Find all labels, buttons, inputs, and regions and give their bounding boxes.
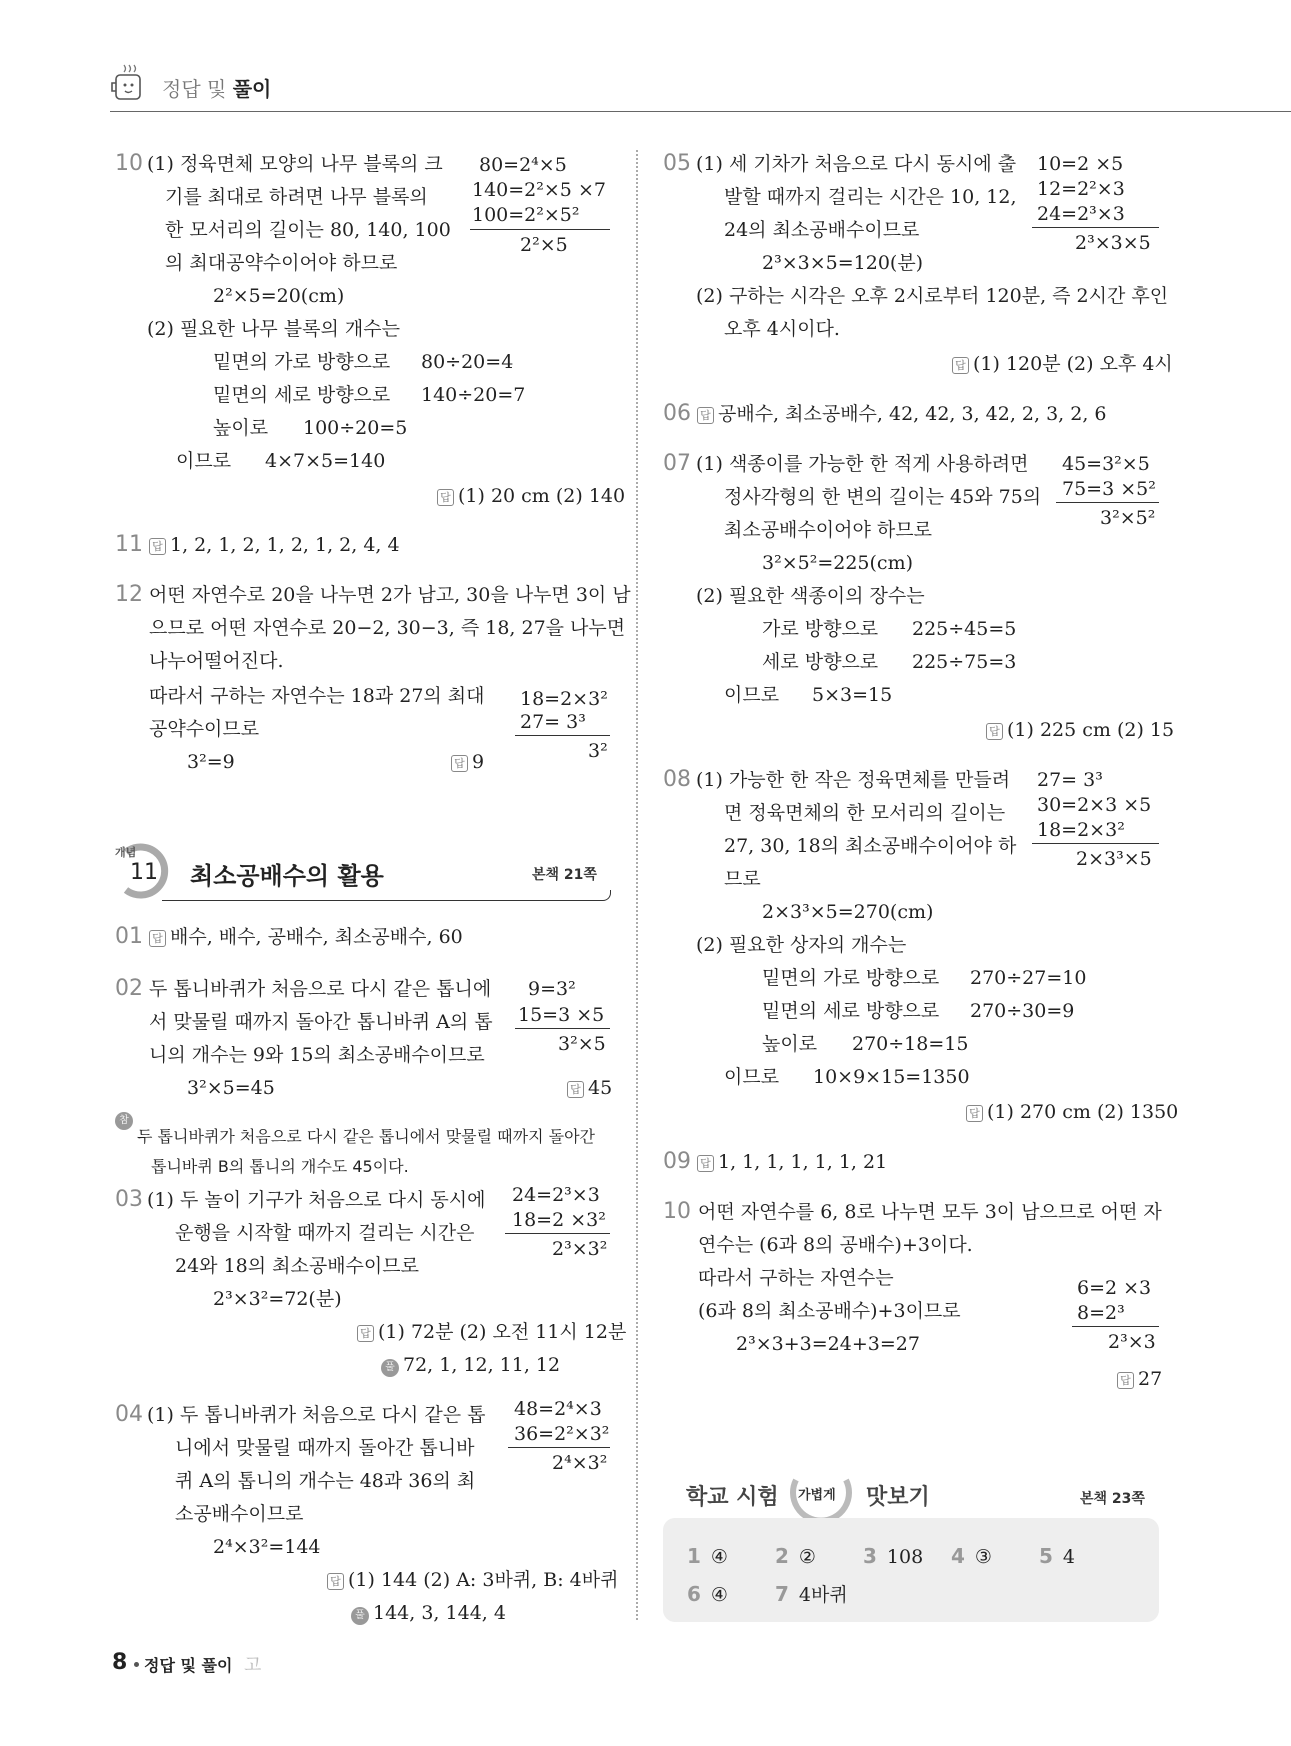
quiz-item xyxy=(863,1544,923,1569)
factorization: 30=2×3 ×5 xyxy=(1037,794,1152,816)
quiz-item xyxy=(687,1582,728,1607)
page-number: 8 xyxy=(112,1650,128,1675)
quiz-item-answer: 108 xyxy=(886,1546,924,1568)
formula-line: 3²×5=45 xyxy=(187,1077,275,1099)
quiz-item-number: 6 xyxy=(687,1582,701,1606)
text-line: 발할 때까지 걸리는 시간은 10, 12, xyxy=(724,186,1017,208)
text-line: 퀴 A의 톱니의 개수는 48과 36의 최 xyxy=(175,1470,476,1492)
text-line: 밑면의 가로 방향으로 xyxy=(762,967,940,989)
factorization: 27= 3³ xyxy=(1037,769,1103,791)
formula-line: 140÷20=7 xyxy=(421,384,526,406)
header-title: 정답 및 풀이 xyxy=(162,77,272,101)
text-line: (1) 두 톱니바퀴가 처음으로 다시 같은 톱 xyxy=(147,1404,486,1426)
text-line: (6과 8의 최소공배수)+3이므로 xyxy=(698,1300,961,1322)
answer-icon: 답 xyxy=(357,1325,374,1342)
factorization: 80=2⁴×5 xyxy=(479,154,567,176)
formula-line: 225÷75=3 xyxy=(912,651,1017,673)
factorization: 2³×3×5 xyxy=(1075,232,1151,254)
solution-icon: 풀 xyxy=(381,1359,399,1377)
quiz-item xyxy=(951,1544,992,1569)
answer: 답 1, 1, 1, 1, 1, 1, 21 xyxy=(697,1150,887,1174)
quiz-item xyxy=(775,1544,816,1569)
formula-line: 2³×3×5=120(분) xyxy=(762,252,924,274)
text-line: 높이로 xyxy=(213,417,269,439)
factorization: 27= 3³ xyxy=(520,711,586,733)
problem-number: 11 xyxy=(115,532,143,557)
formula-line: 270÷27=10 xyxy=(970,967,1087,989)
answer: 답 (1) 225 cm (2) 15 xyxy=(986,718,1174,742)
factorization: 2⁴×3² xyxy=(552,1452,608,1474)
formula-line: 2³×3²=72(분) xyxy=(213,1288,342,1310)
factorization: 9=3² xyxy=(528,978,576,1000)
factorization: 48=2⁴×3 xyxy=(514,1398,602,1420)
text-line: 서 맞물릴 때까지 돌아간 톱니바퀴 A의 톱 xyxy=(149,1011,493,1033)
answer-icon: 답 xyxy=(1117,1372,1134,1389)
footer-ghost: 고 xyxy=(244,1655,262,1676)
section-badge-number: 11 xyxy=(130,860,158,885)
factor-rule xyxy=(505,1233,610,1234)
quiz-item-number: 5 xyxy=(1039,1544,1053,1568)
problem-number: 09 xyxy=(663,1149,691,1174)
text-line: 나누어떨어진다. xyxy=(149,650,284,672)
text-line: 24의 최소공배수이므로 xyxy=(724,219,920,241)
text-line: 24와 18의 최소공배수이므로 xyxy=(175,1255,419,1277)
section-ref: 본책 21쪽 xyxy=(532,867,597,883)
factorization: 3²×5² xyxy=(1100,507,1156,529)
answer: 답 (1) 20 cm (2) 140 xyxy=(437,484,625,508)
factorization: 2×3³×5 xyxy=(1076,848,1152,870)
solution-icon: 풀 xyxy=(351,1607,369,1625)
text-line: (2) 구하는 시각은 오후 2시로부터 120분, 즉 2시간 후인 xyxy=(696,285,1169,307)
answer-icon: 답 xyxy=(697,407,714,424)
formula-line: 80÷20=4 xyxy=(421,351,514,373)
header xyxy=(0,55,1291,115)
section-header xyxy=(112,842,612,902)
factorization: 3² xyxy=(588,740,608,762)
formula-line: 10×9×15=1350 xyxy=(813,1066,970,1088)
text-line: (1) 세 기차가 처음으로 다시 동시에 출 xyxy=(696,153,1017,175)
factorization: 24=2³×3 xyxy=(512,1184,600,1206)
text-line: 공약수이므로 xyxy=(149,718,260,740)
text-line: 이므로 xyxy=(724,684,780,706)
text-line: 이므로 xyxy=(176,450,232,472)
quiz-item xyxy=(1039,1544,1075,1569)
factorization: 18=2×3² xyxy=(1037,819,1125,841)
factorization: 12=2²×3 xyxy=(1037,178,1125,200)
factorization: 100=2²×5² xyxy=(472,204,580,226)
text-line: 운행을 시작할 때까지 걸리는 시간은 xyxy=(175,1222,475,1244)
text-line: 연수는 (6과 8의 공배수)+3이다. xyxy=(698,1234,973,1256)
answer: 답 (1) 72분 (2) 오전 11시 12분 xyxy=(357,1320,626,1344)
solution-answer: 풀 72, 1, 12, 11, 12 xyxy=(381,1353,560,1377)
answer-icon: 답 xyxy=(149,930,166,947)
factorization: 75=3 ×5² xyxy=(1062,478,1156,500)
factor-rule xyxy=(508,1447,610,1448)
quiz-item-answer: 4바퀴 xyxy=(798,1584,848,1606)
text-line: 한 모서리의 길이는 80, 140, 100 xyxy=(165,219,451,241)
problem-number: 06 xyxy=(663,401,691,426)
text-line: 이므로 xyxy=(724,1066,780,1088)
quiz-item-answer: 4 xyxy=(1062,1546,1076,1568)
answer-icon: 답 xyxy=(327,1573,344,1590)
note: 참고 두 톱니바퀴가 처음으로 다시 같은 톱니에서 맞물릴 때까지 돌아간 톱니바퀴 B의 톱니의 개수도 45이다. xyxy=(115,1112,595,1182)
header-rule xyxy=(110,111,1291,112)
problem-number: 03 xyxy=(115,1187,143,1212)
text-line: 최소공배수이어야 하므로 xyxy=(724,519,932,541)
quiz-item xyxy=(687,1544,728,1569)
quiz-panel xyxy=(663,1518,1159,1622)
problem-number: 05 xyxy=(663,151,691,176)
answer-icon: 답 xyxy=(567,1081,584,1098)
quiz-title-mid: 가볍게 xyxy=(798,1488,836,1503)
quiz-ref: 본책 23쪽 xyxy=(1080,1491,1145,1507)
quiz-title-b: 맛보기 xyxy=(866,1485,930,1510)
formula-line: 3²×5²=225(cm) xyxy=(762,552,913,574)
factorization: 10=2 ×5 xyxy=(1037,153,1124,175)
text-line: 밑면의 세로 방향으로 xyxy=(762,1000,940,1022)
factor-rule xyxy=(1072,1326,1159,1327)
quiz-item-answer: ④ xyxy=(710,1546,728,1568)
answer: 답 (1) 120분 (2) 오후 4시 xyxy=(952,352,1173,376)
factor-rule xyxy=(470,229,610,230)
text-line: (2) 필요한 상자의 개수는 xyxy=(696,934,907,956)
answer: 답 27 xyxy=(1117,1367,1162,1391)
text-line: 따라서 구하는 자연수는 xyxy=(698,1267,894,1289)
text-line: 세로 방향으로 xyxy=(762,651,879,673)
factorization: 6=2 ×3 xyxy=(1077,1277,1152,1299)
column-divider xyxy=(636,150,638,1620)
text-line: 가로 방향으로 xyxy=(762,618,879,640)
text-line: 므로 xyxy=(724,868,761,890)
footer xyxy=(112,1650,412,1680)
answer: 답 1, 2, 1, 2, 1, 2, 1, 2, 4, 4 xyxy=(149,533,400,557)
formula-line: 2²×5=20(cm) xyxy=(213,285,345,307)
factorization: 140=2²×5 ×7 xyxy=(472,179,606,201)
factorization: 3²×5 xyxy=(558,1033,606,1055)
text-line: (2) 필요한 색종이의 장수는 xyxy=(696,585,925,607)
text-line: 의 최대공약수이어야 하므로 xyxy=(165,252,398,274)
quiz-item-number: 2 xyxy=(775,1544,789,1568)
answer-icon: 답 xyxy=(697,1155,714,1172)
formula-line: 2⁴×3²=144 xyxy=(213,1536,321,1558)
factorization: 18=2 ×3² xyxy=(512,1209,606,1231)
text-line: (1) 색종이를 가능한 한 적게 사용하려면 xyxy=(696,453,1029,475)
text-line: 니에서 맞물릴 때까지 돌아간 톱니바 xyxy=(175,1437,475,1459)
text-line: 으므로 어떤 자연수로 20−2, 30−3, 즉 18, 27을 나누면 xyxy=(149,617,626,639)
problem-number: 07 xyxy=(663,451,691,476)
answer: 답 배수, 배수, 공배수, 최소공배수, 60 xyxy=(149,925,463,949)
quiz-item-answer: ④ xyxy=(710,1584,728,1606)
footer-label: 정답 및 풀이 xyxy=(144,1656,233,1675)
answer-icon: 답 xyxy=(986,723,1003,740)
answer-icon: 답 xyxy=(149,538,166,555)
text-line: 기를 최대로 하려면 나무 블록의 xyxy=(165,186,428,208)
text-line: 밑면의 가로 방향으로 xyxy=(213,351,391,373)
formula-line: 2³×3+3=24+3=27 xyxy=(736,1333,920,1355)
factorization: 18=2×3² xyxy=(520,688,608,710)
factorization: 2²×5 xyxy=(520,234,568,256)
factor-rule xyxy=(1056,502,1159,503)
text-line: (1) 정육면체 모양의 나무 블록의 크 xyxy=(147,153,443,175)
formula-line: 100÷20=5 xyxy=(303,417,408,439)
problem-number: 10 xyxy=(115,151,143,176)
formula-line: 3²=9 xyxy=(187,751,235,773)
solution-answer: 풀 144, 3, 144, 4 xyxy=(351,1601,506,1625)
text-line: 27, 30, 18의 최소공배수이어야 하 xyxy=(724,835,1017,857)
factorization: 8=2³ xyxy=(1077,1302,1125,1324)
cup-icon xyxy=(110,63,150,105)
factorization: 45=3²×5 xyxy=(1062,453,1150,475)
answer-icon: 답 xyxy=(437,489,454,506)
text-line: 높이로 xyxy=(762,1033,818,1055)
answer-icon: 답 xyxy=(966,1105,983,1122)
problem-number: 04 xyxy=(115,1402,143,1427)
formula-line: 270÷30=9 xyxy=(970,1000,1075,1022)
text-line: 밑면의 세로 방향으로 xyxy=(213,384,391,406)
section-rule xyxy=(162,890,611,901)
formula-line: 4×7×5=140 xyxy=(265,450,386,472)
text-line: (1) 가능한 한 작은 정육면체를 만들려 xyxy=(696,769,1011,791)
quiz-header xyxy=(686,1460,1159,1520)
answer-icon: 답 xyxy=(952,357,969,374)
factorization: 15=3 ×5 xyxy=(518,1004,605,1026)
factor-rule xyxy=(1032,843,1159,844)
quiz-item-number: 3 xyxy=(863,1544,877,1568)
text-line: 오후 4시이다. xyxy=(724,318,840,340)
section-badge-label: 개념 xyxy=(115,846,137,859)
quiz-item-number: 7 xyxy=(775,1582,789,1606)
quiz-item-answer: ③ xyxy=(974,1546,992,1568)
formula-line: 2×3³×5=270(cm) xyxy=(762,901,934,923)
text-line: 어떤 자연수로 20을 나누면 2가 남고, 30을 나누면 3이 남 xyxy=(149,584,631,606)
text-line: 따라서 구하는 자연수는 18과 27의 최대 xyxy=(149,685,485,707)
problem-number: 08 xyxy=(663,767,691,792)
text-line: 두 톱니바퀴가 처음으로 다시 같은 톱니에 xyxy=(149,978,492,1000)
factorization: 36=2²×3² xyxy=(514,1423,610,1445)
text-line: (1) 두 놀이 기구가 처음으로 다시 동시에 xyxy=(147,1189,486,1211)
answer-icon: 답 xyxy=(451,755,468,772)
problem-number: 02 xyxy=(115,976,143,1001)
answer: 답 45 xyxy=(567,1076,612,1100)
text-line: 정사각형의 한 변의 길이는 45와 75의 xyxy=(724,486,1042,508)
text-line: 면 정육면체의 한 모서리의 길이는 xyxy=(724,802,1006,824)
formula-line: 270÷18=15 xyxy=(852,1033,969,1055)
factor-rule xyxy=(1032,227,1159,228)
factorization: 24=2³×3 xyxy=(1037,203,1125,225)
quiz-item-number: 4 xyxy=(951,1544,965,1568)
factor-rule xyxy=(515,735,610,736)
factorization: 2³×3 xyxy=(1108,1331,1156,1353)
answer: 답 9 xyxy=(451,750,484,774)
formula-line: 225÷45=5 xyxy=(912,618,1017,640)
text-line: 어떤 자연수를 6, 8로 나누면 모두 3이 남으므로 어떤 자 xyxy=(698,1201,1162,1223)
section-title: 최소공배수의 활용 xyxy=(190,862,384,890)
footer-dot xyxy=(134,1662,139,1667)
quiz-title: 학교 시험 xyxy=(686,1485,779,1510)
text-line: 니의 개수는 9와 15의 최소공배수이므로 xyxy=(149,1044,485,1066)
problem-number: 01 xyxy=(115,924,143,949)
factorization: 2³×3² xyxy=(552,1238,608,1260)
problem-number: 10 xyxy=(663,1199,691,1224)
factor-rule xyxy=(515,1028,610,1029)
note-icon: 참고 xyxy=(115,1112,133,1130)
text-line: 소공배수이므로 xyxy=(175,1503,304,1525)
answer: 답 (1) 270 cm (2) 1350 xyxy=(966,1100,1178,1124)
quiz-item-number: 1 xyxy=(687,1544,701,1568)
quiz-item xyxy=(775,1582,848,1607)
quiz-item-answer: ② xyxy=(798,1546,816,1568)
answer: 답 공배수, 최소공배수, 42, 42, 3, 42, 2, 3, 2, 6 xyxy=(697,402,1107,426)
text-line: (2) 필요한 나무 블록의 개수는 xyxy=(147,318,400,340)
formula-line: 5×3=15 xyxy=(812,684,893,706)
answer: 답 (1) 144 (2) A: 3바퀴, B: 4바퀴 xyxy=(327,1568,618,1592)
problem-number: 12 xyxy=(115,582,143,607)
